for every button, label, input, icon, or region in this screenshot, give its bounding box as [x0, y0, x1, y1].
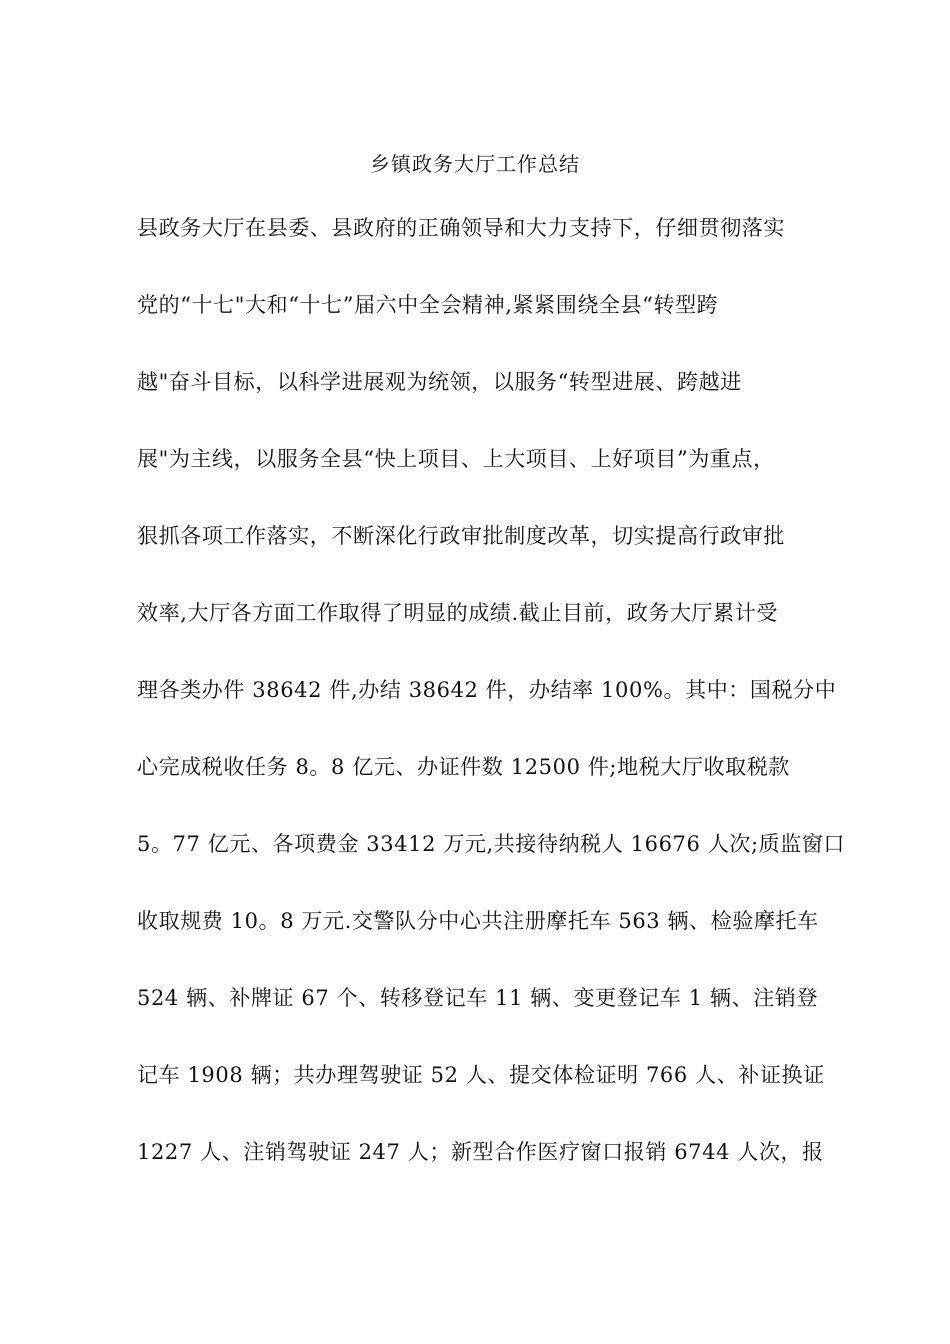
body-line: 记车 1908 辆；共办理驾驶证 52 人、提交体检证明 766 人、补证换证 [137, 1063, 825, 1087]
body-line: 狠抓各项工作落实，不断深化行政审批制度改革，切实提高行政审批 [137, 524, 785, 548]
document-title: 乡镇政务大厅工作总结 [370, 152, 580, 176]
body-line: 524 辆、补牌证 67 个、转移登记车 11 辆、变更登记车 1 辆、注销登 [137, 986, 819, 1010]
body-line: 效率,大厅各方面工作取得了明显的成绩.截止目前，政务大厅累计受 [137, 601, 778, 625]
body-line: 收取规费 10。8 万元.交警队分中心共注册摩托车 563 辆、检验摩托车 [137, 909, 819, 933]
body-line: 心完成税收任务 8。8 亿元、办证件数 12500 件;地税大厅收取税款 [137, 755, 790, 779]
body-line: 1227 人、注销驾驶证 247 人；新型合作医疗窗口报销 6744 人次，报 [137, 1140, 824, 1164]
body-line: 展"为主线，以服务全县“快上项目、上大项目、上好项目”为重点， [137, 447, 775, 471]
body-line: 县政务大厅在县委、县政府的正确领导和大力支持下，仔细贯彻落实 [137, 216, 785, 240]
body-line: 5。77 亿元、各项费金 33412 万元,共接待纳税人 16676 人次;质监窗口 [137, 832, 846, 856]
document-body [137, 212, 846, 1213]
body-line: 越"奋斗目标，以科学进展观为统领，以服务“转型进展、跨越进 [137, 370, 742, 394]
body-line: 党的“十七"大和“十七”届六中全会精神,紧紧围绕全县“转型跨 [137, 293, 719, 317]
body-line: 理各类办件 38642 件,办结 38642 件，办结率 100%。其中：国税分中 [137, 678, 837, 702]
